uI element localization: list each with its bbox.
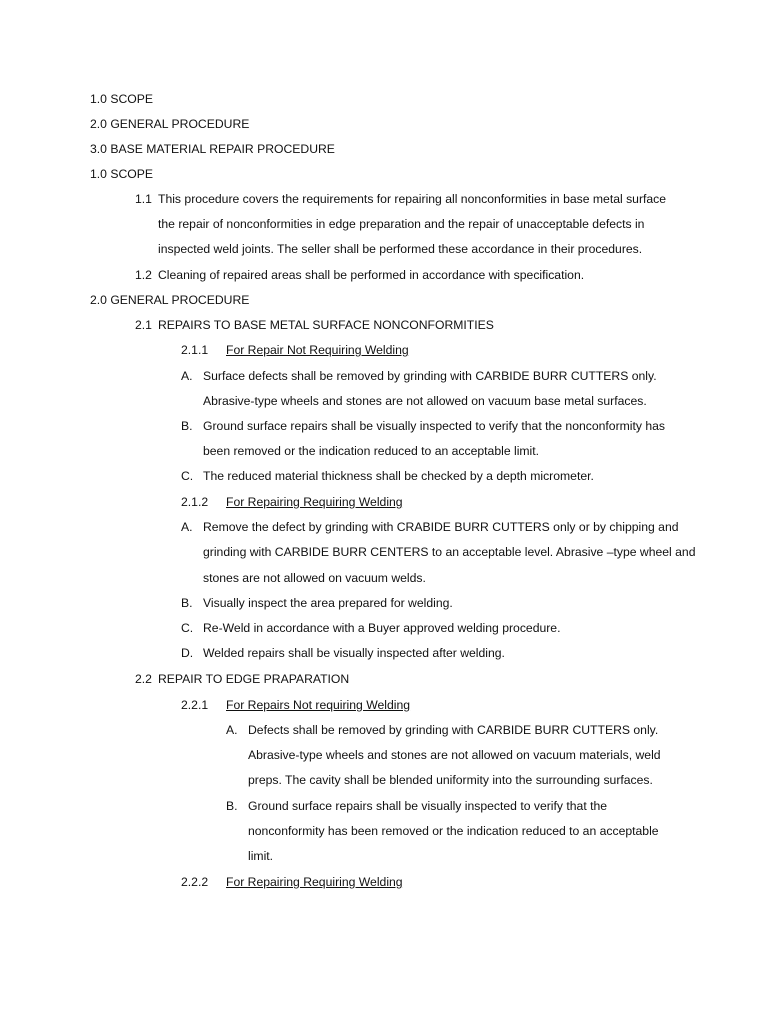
- sub-2-1-2-item-d-letter: D.: [181, 646, 194, 660]
- sub-2-2-1-number: 2.2.1: [181, 698, 209, 712]
- sub-2-2-1-item-b-line-1: Ground surface repairs shall be visually inspected to verify that the: [248, 799, 608, 813]
- sub-2-2-2-title: For Repairing Requiring Welding: [226, 875, 403, 889]
- sub-2-1-2-item-a-letter: A.: [181, 520, 193, 534]
- sec-2-2-title: REPAIR TO EDGE PRAPARATION: [158, 672, 350, 686]
- sub-2-2-1-item-a-line-2: Abrasive-type wheels and stones are not allowed on vacuum materials, weld: [248, 748, 661, 762]
- sub-2-2-1-item-a-line-3: preps. The cavity shall be blended uniformity into the surrounding surfaces.: [248, 773, 653, 787]
- item-1-2-text: Cleaning of repaired areas shall be performed in accordance with specification.: [158, 268, 585, 282]
- sub-2-1-2-item-b-line-1: Visually inspect the area prepared for welding.: [203, 596, 453, 610]
- sub-2-1-2-title: For Repairing Requiring Welding: [226, 495, 403, 509]
- sub-2-2-1-title: For Repairs Not requiring Welding: [226, 698, 411, 712]
- sub-2-2-2-number: 2.2.2: [181, 875, 209, 889]
- sec-2-1-title: REPAIRS TO BASE METAL SURFACE NONCONFORMITIES: [158, 318, 494, 332]
- sub-2-1-1-item-a-line-2: Abrasive-type wheels and stones are not allowed on vacuum base metal surfaces.: [203, 394, 647, 408]
- general-heading: 2.0 GENERAL PROCEDURE: [90, 293, 250, 307]
- sub-2-1-2-item-a-line-3: stones are not allowed on vacuum welds.: [203, 571, 426, 585]
- toc-item-2: 2.0 GENERAL PROCEDURE: [90, 117, 250, 131]
- item-1-1-line-3: inspected weld joints. The seller shall be performed these accordance in their procedures.: [158, 242, 643, 256]
- sub-2-1-1-item-a-letter: A.: [181, 369, 193, 383]
- toc-item-3: 3.0 BASE MATERIAL REPAIR PROCEDURE: [90, 142, 335, 156]
- sub-2-1-2-item-c-line-1: Re-Weld in accordance with a Buyer approved welding procedure.: [203, 621, 561, 635]
- toc-item-1: 1.0 SCOPE: [90, 92, 153, 106]
- item-1-2-number: 1.2: [135, 268, 152, 282]
- sub-2-2-1-item-b-letter: B.: [226, 799, 238, 813]
- sub-2-1-1-item-c-letter: C.: [181, 469, 194, 483]
- sub-2-1-2-item-a-line-2: grinding with CARBIDE BURR CENTERS to an acceptable level. Abrasive –type wheel and: [203, 545, 696, 559]
- sub-2-1-2-item-b-letter: B.: [181, 596, 193, 610]
- sub-2-1-1-item-b-letter: B.: [181, 419, 193, 433]
- item-1-1-line-1: This procedure covers the requirements for repairing all nonconformities in base metal surface: [158, 192, 667, 206]
- item-1-1-line-2: the repair of nonconformities in edge preparation and the repair of unacceptable defects in: [158, 217, 645, 231]
- sub-2-2-1-item-a-line-1: Defects shall be removed by grinding with CARBIDE BURR CUTTERS only.: [248, 723, 659, 737]
- sub-2-1-2-item-c-letter: C.: [181, 621, 194, 635]
- sec-2-2-number: 2.2: [135, 672, 152, 686]
- sub-2-1-2-item-d-line-1: Welded repairs shall be visually inspected after welding.: [203, 646, 505, 660]
- item-1-1-number: 1.1: [135, 192, 152, 206]
- sub-2-2-1-item-b-line-2: nonconformity has been removed or the indication reduced to an acceptable: [248, 824, 659, 838]
- scope-heading: 1.0 SCOPE: [90, 167, 153, 181]
- sub-2-1-1-item-a-line-1: Surface defects shall be removed by grinding with CARBIDE BURR CUTTERS only.: [203, 369, 657, 383]
- sub-2-1-2-number: 2.1.2: [181, 495, 209, 509]
- sub-2-1-1-title: For Repair Not Requiring Welding: [226, 343, 409, 357]
- sub-2-1-1-item-c-line-1: The reduced material thickness shall be checked by a depth micrometer.: [203, 469, 594, 483]
- sub-2-1-1-number: 2.1.1: [181, 343, 209, 357]
- sub-2-1-1-item-b-line-1: Ground surface repairs shall be visually inspected to verify that the nonconformity has: [203, 419, 666, 433]
- sec-2-1-number: 2.1: [135, 318, 152, 332]
- sub-2-2-1-item-b-line-3: limit.: [248, 849, 274, 863]
- sub-2-2-1-item-a-letter: A.: [226, 723, 238, 737]
- sub-2-1-1-item-b-line-2: been removed or the indication reduced to an acceptable limit.: [203, 444, 540, 458]
- sub-2-1-2-item-a-line-1: Remove the defect by grinding with CRABIDE BURR CUTTERS only or by chipping and: [203, 520, 679, 534]
